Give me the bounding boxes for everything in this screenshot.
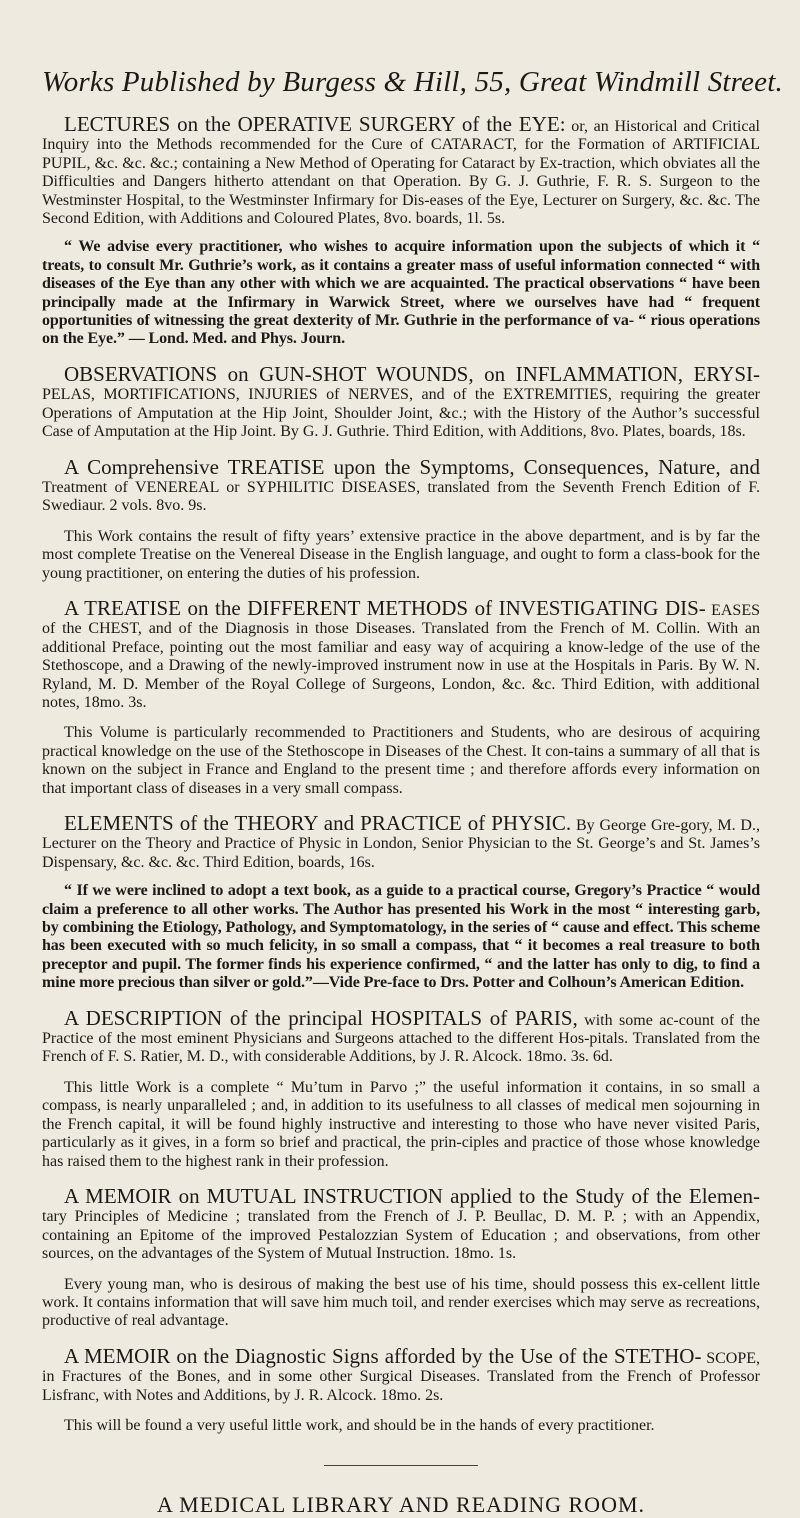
entry-review-quote: “ If we were inclined to adopt a text book, as a guide to a practical course, Gregory’s Practice “ would claim a preference to all other works. The Author has presented his Work in the most “ interesting garb, by combining the Etiology, Pathology, and Symptomatology, in the series of “ cause and effect. This scheme has been executed with so much felicity, in so small a compass, that “ it becomes a real treasure to both preceptor and pupil. The former finds his experience confirmed, “ and the latter has only to dig, to find a mine more precious than silver or gold.”—Vide Pre-face to Drs. Potter and Colhoun’s American Edition.	[42, 882, 761, 992]
book-entry-venereal-diseases	[42, 454, 760, 583]
entry-title	[42, 361, 760, 442]
entry-title-rest: PELAS, MORTIFICATIONS, INJURIES of NERVES, and of the EXTREMITIES, requiring the greater Operations of Amputation at the Hip Joint, Shoulder Joint, &c.; with the History of the Author’s successful Case of Amputation at the Hip Joint. By G. J. Guthrie. Third Edition, with Additions, 8vo. Plates, boards, 18s.	[42, 386, 760, 441]
entry-title	[42, 1005, 760, 1067]
page-footer: A MEDICAL LIBRARY AND READING ROOM.	[156, 1492, 646, 1518]
entry-title-rest: By George Gre-gory, M. D., Lecturer on the Theory and Practice of Physic in London, Senior Physician to the St. George’s and St. James’s Dispensary, &c. &c. &c. Third Edition, boards, 16s.	[42, 817, 760, 871]
entry-title-rest: Treatment of VENEREAL or SYPHILITIC DISEASES, translated from the Seventh French Edition of F. Swediaur. 2 vols. 8vo. 9s.	[42, 478, 760, 515]
book-entry-hospitals-of-paris	[42, 1005, 760, 1171]
divider-rule	[324, 1465, 478, 1466]
entry-title	[42, 595, 760, 712]
book-entry-stethoscope-memoir	[42, 1343, 761, 1436]
book-entry-operative-surgery-eye	[42, 112, 760, 349]
entry-description: This little Work is a complete “ Mu’tum in Parvo ;” the useful information it contains, in so small a compass, is nearly unparalleled ; and, in addition to its usefulness to all classes of medical men sojourning in the French capital, it will be found highly instructive and interesting to those who have never visited Paris, particularly as it gives, in a form so brief and practical, the prin-ciples and practice of those whose knowledge has raised them to the highest rank in their profession.	[42, 1078, 760, 1170]
entry-title-lead: A MEMOIR on MUTUAL INSTRUCTION applied to the Study of the Elemen-	[64, 1183, 760, 1208]
entry-title-lead: A MEMOIR on the Diagnostic Signs afforded by the Use of the STETHO-	[64, 1343, 702, 1368]
entry-description: This will be found a very useful little work, and should be in the hands of every practitioner.	[64, 1416, 655, 1434]
entry-title-lead: ELEMENTS of the THEORY and PRACTICE of PHYSIC.	[64, 811, 572, 835]
entry-title	[42, 811, 760, 872]
entry-title-rest: or, an Historical and Critical Inquiry into the Methods recommended for the Cure of CATARACT, for the Formation of ARTIFICIAL PUPIL, &c. &c. &c.; containing a New Method of Operating for Cataract by Ex-traction, which obviates all the Difficulties and Dangers hitherto attendant on that Operation. By G. J. Guthrie, F. R. S. Surgeon to the Westminster Hospital, to the Westminster Infirmary for Dis-eases of the Eye, Lecturer on Surgery, &c. &c. The Second Edition, with Additions and Coloured Plates, 8vo. boards, 1l. 5s.	[42, 118, 760, 228]
entry-title-rest: tary Principles of Medicine ; translated from the French of J. P. Beullac, D. M. P. ; with an Appendix, containing an Epitome of the improved Pestalozzian System of Education ; and observations, from other sources, on the advantages of the System of Mutual Instruction. 18mo. 1s.	[42, 1208, 760, 1263]
entry-title	[42, 454, 760, 516]
entry-title-lead: A TREATISE on the DIFFERENT METHODS of INVESTIGATING DIS-	[64, 595, 706, 620]
book-entry-diseases-of-chest	[42, 595, 760, 798]
entry-title-rest: EASES of the CHEST, and of the Diagnosis in those Diseases. Translated from the French of M. Collin. With an additional Preface, pointing out the most familiar and easy way of acquiring a know-ledge of the use of the Stethoscope, and a Drawing of the newly-improved instrument now in use at the Hospitals in Paris. By W. N. Ryland, M. D. Member of the Royal College of Surgeons, London, &c. &c. Third Edition, with additional notes, 18mo. 3s.	[42, 601, 760, 711]
entry-title-lead: LECTURES on the OPERATIVE SURGERY of the EYE:	[64, 112, 566, 136]
entry-description: This Work contains the result of fifty years’ extensive practice in the above department, and is by far the most complete Treatise on the Venereal Disease in the English language, and ought to form a class-book for the young practitioner, on entering the duties of his profession.	[42, 527, 760, 582]
book-entry-gun-shot-wounds	[42, 361, 760, 442]
entry-title	[42, 1343, 761, 1405]
entry-description: Every young man, who is desirous of making the best use of his time, should possess this ex-cellent little work. It contains information that will save him much toil, and render exercises which may serve as recreations, productive of real advantage.	[42, 1275, 760, 1330]
entry-title-lead: OBSERVATIONS on GUN-SHOT WOUNDS, on INFLAMMATION, ERYSI-	[64, 361, 760, 386]
entry-title-rest: SCOPE, in Fractures of the Bones, and in some other Surgical Diseases. Translated from the French of Professor Lisfranc, with Notes and Additions, by J. R. Alcock. 18mo. 2s.	[42, 1349, 761, 1404]
entry-title	[42, 1183, 760, 1264]
book-entry-mutual-instruction	[42, 1183, 760, 1331]
entry-review-quote: “ We advise every practitioner, who wishes to acquire information upon the subjects of which it “ treats, to consult Mr. Guthrie’s work, as it contains a greater mass of useful information connected “ with diseases of the Eye than any other with which we are acquainted. The practical observations “ have been principally made at the Infirmary in Warwick Street, where we ourselves have had “ frequent opportunities of witnessing the great dexterity of Mr. Guthrie in the performance of va- “ rious operations on the Eye.” — Lond. Med. and Phys. Journ.	[42, 238, 760, 348]
page-header: Works Published by Burgess & Hill, 55, Great Windmill Street.	[42, 66, 783, 98]
entry-description: This Volume is particularly recommended to Practitioners and Students, who are desirous of acquiring practical knowledge on the use of the Stethoscope in Diseases of the Chest. It con-tains a summary of all that is known on the subject in France and England to the present time ; and therefore affords every information on that important class of diseases in a very small compass.	[42, 724, 760, 797]
book-entry-elements-of-physic	[42, 811, 761, 993]
entry-title	[42, 112, 760, 228]
entry-title-rest: with some ac-count of the Practice of the most eminent Physicians and Surgeons attached to the different Hos-pitals. Translated from the French of F. S. Ratier, M. D., with considerable Additions, by J. R. Alcock. 18mo. 3s. 6d.	[42, 1011, 760, 1066]
entry-title-lead: A DESCRIPTION of the principal HOSPITALS of PARIS,	[64, 1005, 578, 1030]
entry-title-lead: A Comprehensive TREATISE upon the Symptoms, Consequences, Nature, and	[64, 454, 760, 479]
